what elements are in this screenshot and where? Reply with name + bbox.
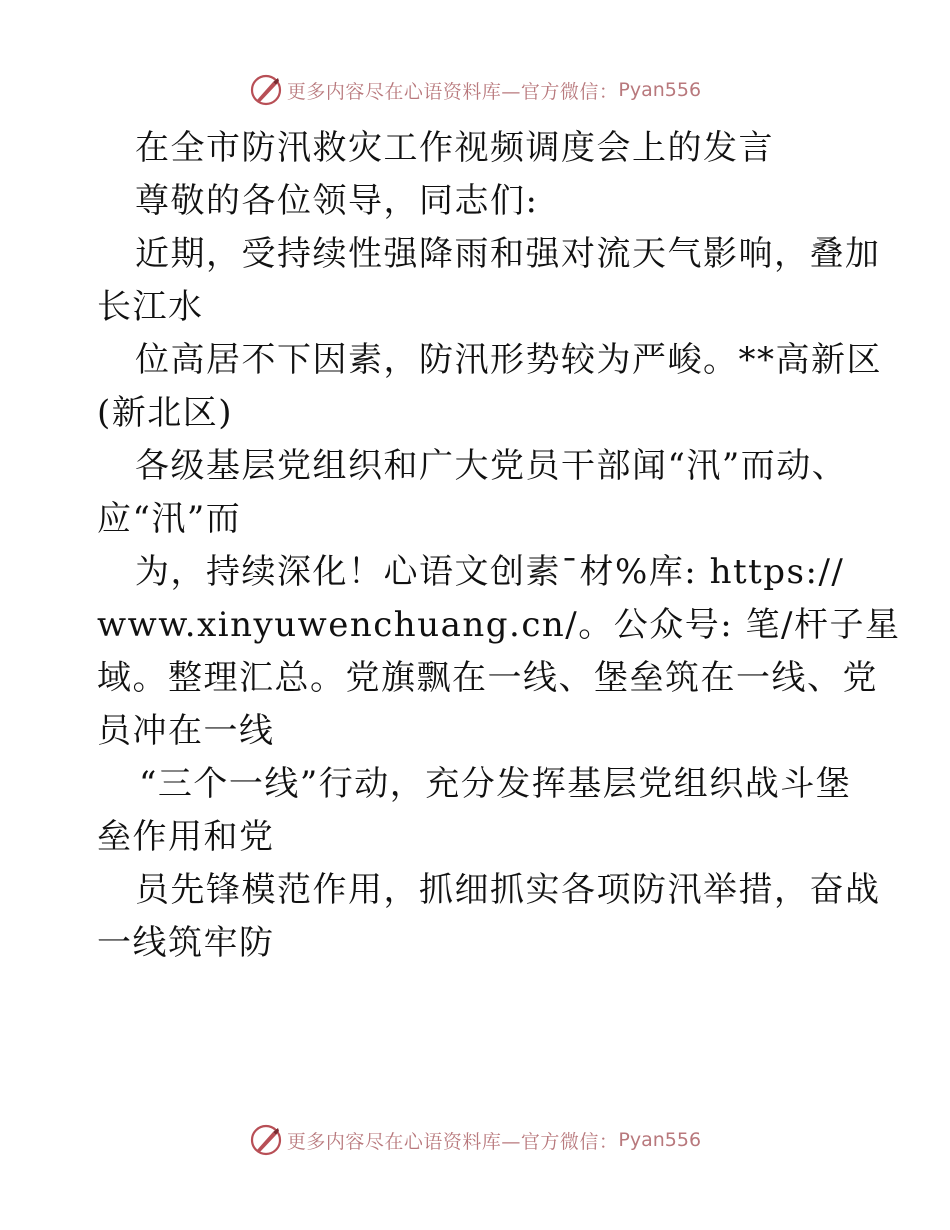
paragraph-line: 为，持续深化！心语文创素¯材%库: https:// (135, 552, 845, 592)
paragraph-line: www.xinyuwenchuang.cn/。公众号: 笔/杆子星 (97, 605, 901, 645)
footer-watermark-banner (0, 1120, 950, 1160)
paragraph-line: 员先锋模范作用，抓细抓实各项防汛举措，奋战 (135, 870, 881, 910)
document-title: 在全市防汛救灾工作视频调度会上的发言 (135, 128, 774, 168)
paragraph-line: 长江水 (97, 287, 204, 327)
paragraph-line: 垒作用和党 (97, 817, 275, 857)
paragraph-line: 位高居不下因素，防汛形势较为严峻。**高新区 (135, 340, 882, 380)
banner-wechat-id: Pyan556 (618, 1129, 702, 1151)
quill-pen-logo-icon (249, 1123, 283, 1157)
paragraph-line: 一线筑牢防 (97, 923, 275, 963)
paragraph-line: “三个一线”行动，充分发挥基层党组织战斗堡 (139, 764, 852, 804)
paragraph-line: (新北区) (97, 393, 234, 433)
paragraph-line: 域。整理汇总。党旗飘在一线、堡垒筑在一线、党 (97, 658, 878, 698)
header-watermark-banner (0, 70, 950, 110)
quill-pen-logo-icon (249, 73, 283, 107)
paragraph-line: 各级基层党组织和广大党员干部闻“汛”而动、 (135, 446, 848, 486)
paragraph-line: 员冲在一线 (97, 711, 275, 751)
document-body (97, 122, 901, 970)
paragraph-line: 近期，受持续性强降雨和强对流天气影响，叠加 (135, 234, 881, 274)
paragraph-line: 应“汛”而 (97, 499, 242, 539)
salutation-line: 尊敬的各位领导，同志们: (135, 181, 539, 221)
banner-text: 更多内容尽在心语资料库—官方微信： (286, 80, 619, 103)
banner-wechat-id: Pyan556 (618, 79, 702, 101)
banner-text: 更多内容尽在心语资料库—官方微信： (286, 1130, 619, 1153)
